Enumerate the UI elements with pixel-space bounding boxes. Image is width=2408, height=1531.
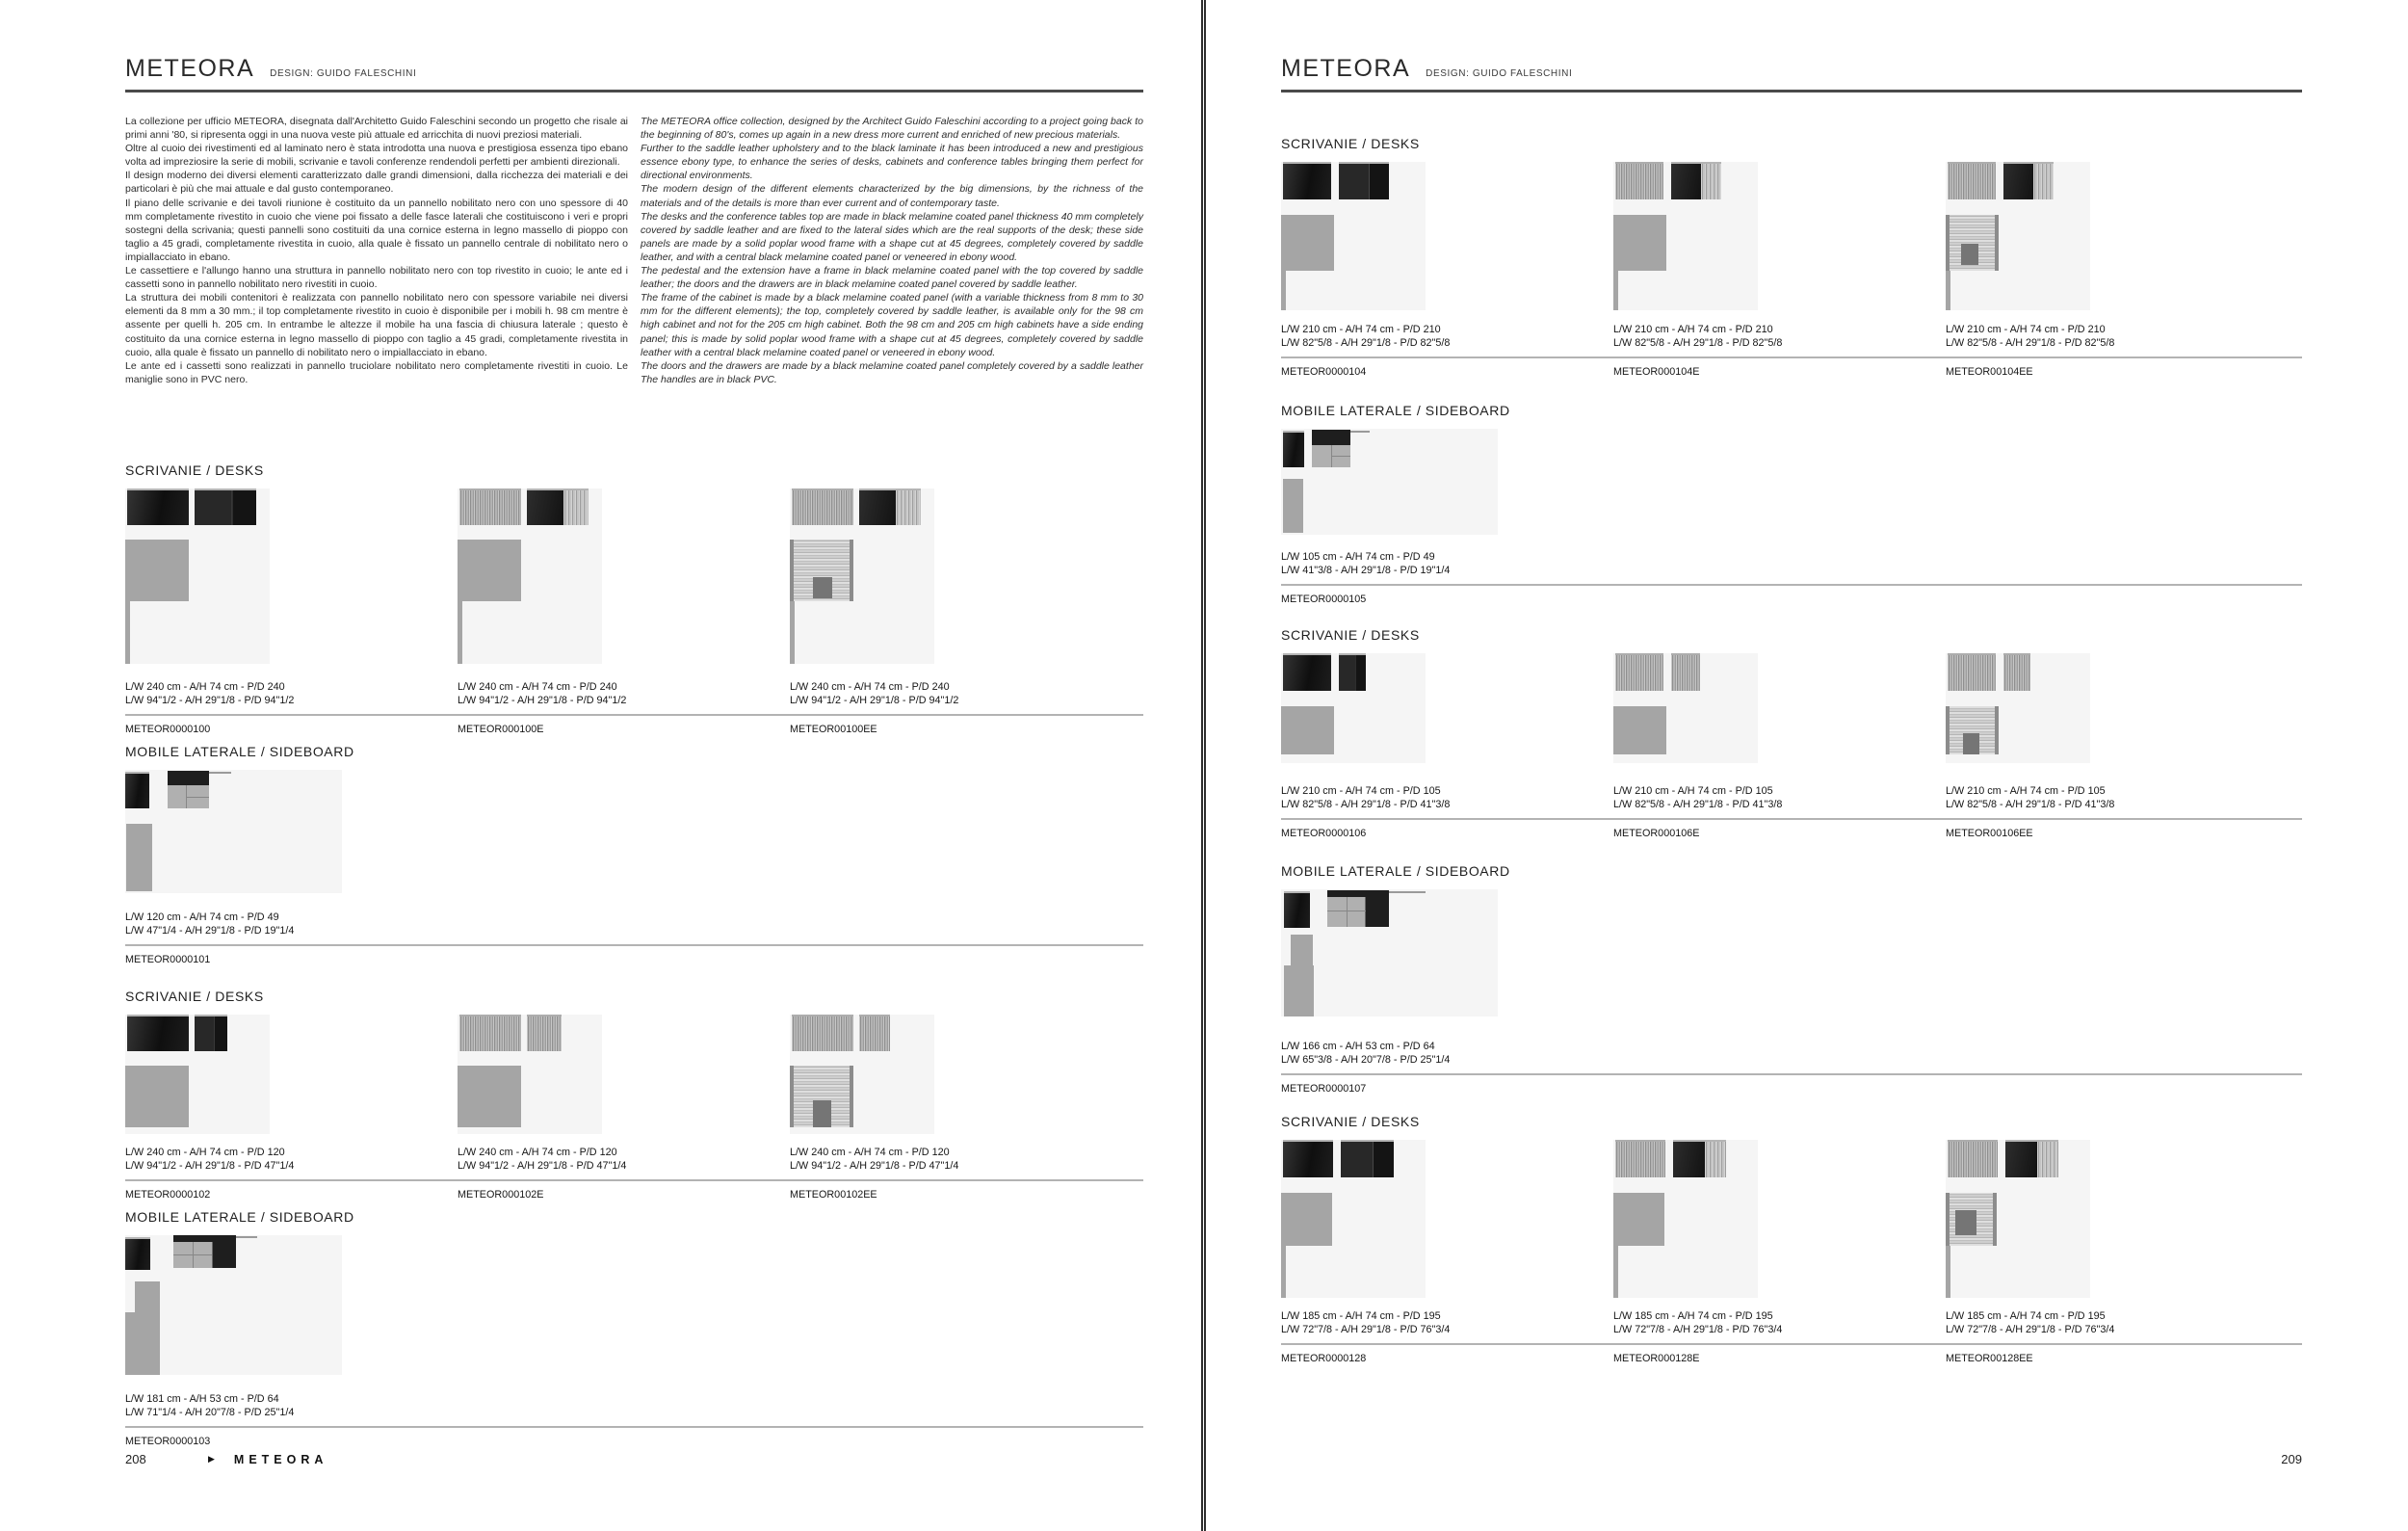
- desk-front-photo: [527, 488, 589, 525]
- desk-top-plan-view: [790, 540, 853, 601]
- product-images: [1281, 1140, 1426, 1298]
- dimensions-metric: L/W 181 cm - A/H 53 cm - P/D 64: [125, 1393, 279, 1405]
- sideboard-top-edge-line: [236, 1236, 257, 1238]
- intro-italian: [125, 115, 628, 386]
- dimensions-metric: L/W 185 cm - A/H 74 cm - P/D 195: [1613, 1310, 1773, 1322]
- desk-side-panel-photo: [459, 1015, 521, 1051]
- dimensions-imperial: L/W 82"5/8 - A/H 29"1/8 - P/D 41"3/8: [1281, 799, 1451, 810]
- desk-return-plan-view: [1613, 1246, 1618, 1298]
- plan-edge: [1946, 1193, 1950, 1246]
- desk-top-plan-view: [125, 540, 189, 601]
- desk-front-photo: [1339, 653, 1366, 691]
- sideboard-top-band: [1327, 890, 1389, 897]
- sideboard-front-photo: [173, 1235, 236, 1268]
- intro-english: [641, 115, 1143, 386]
- intro-text: [125, 115, 1143, 386]
- intro-paragraph: The METEORA office collection, designed by the Architect Guido Faleschini according to a project going back to the beginning of 80's, comes up again in a new dress more current and enriched of new precious materials.: [641, 116, 1143, 142]
- dimensions-imperial: L/W 82"5/8 - A/H 29"1/8 - P/D 82"5/8: [1946, 337, 2115, 349]
- section-heading: MOBILE LATERALE / SIDEBOARD: [1281, 863, 1510, 879]
- header-rule: [125, 90, 1143, 92]
- dimensions-metric: L/W 240 cm - A/H 74 cm - P/D 240: [125, 681, 285, 693]
- desk-return-plan-view: [790, 601, 795, 664]
- product-code: METEOR0000100: [125, 724, 211, 735]
- spec-divider-rule: [125, 714, 1143, 716]
- desk-return-plan-view: [1281, 1246, 1286, 1298]
- plan-edge: [790, 1066, 794, 1127]
- product-code: METEOR0000107: [1281, 1083, 1367, 1095]
- section-desks-240x240: [125, 462, 1143, 735]
- plan-pedestal: [1963, 733, 1979, 754]
- desk-front-photo: [2005, 1140, 2058, 1177]
- desk-front-photo: [195, 488, 256, 525]
- page-title: METEORA: [125, 55, 255, 82]
- product-code: METEOR00102EE: [790, 1189, 877, 1201]
- spec-divider-rule: [125, 1179, 1143, 1181]
- product-code: METEOR0000103: [125, 1436, 211, 1447]
- product-cell: [1946, 1140, 2278, 1336]
- sideboard-front-photo: [168, 771, 209, 808]
- product-cell: [1281, 1140, 1613, 1336]
- intro-paragraph: The frame of the cabinet is made by a black melamine coated panel (with a variable thickness from 8 mm to 30 mm for the different elements); the top, completely covered by saddle leather, is available only for the 98 cm high cabinet and not for the 205 cm high cabinet. Both the 98 cm and 205 cm high cabinets have a side ending panel; this is made by solid poplar wood frame with a shape cut at 45 degrees, completely covered by saddle leather with a central black melamine coated panel or veneered in ebony wood.: [641, 292, 1143, 358]
- plan-edge: [850, 540, 853, 601]
- plan-pedestal: [1961, 244, 1978, 265]
- sideboard-drawer-line: [186, 797, 209, 798]
- sideboard-plan-view: [126, 824, 152, 891]
- dimensions-metric: L/W 210 cm - A/H 74 cm - P/D 105: [1613, 785, 1773, 797]
- dimensions-imperial: L/W 82"5/8 - A/H 29"1/8 - P/D 41"3/8: [1613, 799, 1783, 810]
- product-cell: [1946, 162, 2278, 350]
- desk-top-plan-view: [1946, 706, 1999, 754]
- sideboard-top-band: [168, 771, 209, 785]
- intro-paragraph: The modern design of the different elements characterized by the big dimensions, by the richness of the materials and of the details is more than ever current and of contemporary taste.: [641, 183, 1143, 209]
- desk-side-panel-photo: [1283, 162, 1331, 199]
- desk-side-panel-photo: [1615, 653, 1663, 691]
- desk-front-photo: [859, 488, 921, 525]
- desk-side-panel-photo: [1615, 162, 1663, 199]
- sideboard-plan-view: [1291, 935, 1313, 965]
- desk-top-plan-view: [125, 1066, 189, 1127]
- sideboard-front-photo: [1327, 890, 1389, 927]
- product-code: METEOR00100EE: [790, 724, 877, 735]
- sideboard-top-band: [173, 1235, 236, 1242]
- desk-side-panel-photo: [1615, 1140, 1665, 1177]
- product-code: METEOR000104E: [1613, 366, 1700, 378]
- desk-top-plan-view: [1281, 706, 1334, 754]
- dimensions-imperial: L/W 71"1/4 - A/H 20"7/8 - P/D 25"1/4: [125, 1407, 295, 1418]
- dimensions-imperial: L/W 94"1/2 - A/H 29"1/8 - P/D 47"1/4: [458, 1160, 627, 1172]
- dimensions-metric: L/W 210 cm - A/H 74 cm - P/D 210: [1613, 324, 1773, 335]
- dimensions-imperial: L/W 41"3/8 - A/H 29"1/8 - P/D 19"1/4: [1281, 565, 1451, 576]
- section-desks-210x210: [1281, 136, 2302, 378]
- section-sideboard-105: [1281, 403, 2302, 605]
- desk-side-panel-photo: [1948, 653, 1996, 691]
- product-cell: [125, 488, 458, 707]
- product-code: METEOR00106EE: [1946, 828, 2033, 839]
- dimensions-metric: L/W 210 cm - A/H 74 cm - P/D 210: [1946, 324, 2106, 335]
- sideboard-end-panel-photo: [125, 1237, 150, 1270]
- intro-paragraph: Le cassettiere e l'allungo hanno una struttura in pannello nobilitato nero con top rivestito in cuoio; le ante ed i cassetti sono in pannello nobilitato nero rivestiti in cuoio.: [125, 265, 628, 291]
- product-cell: [1946, 653, 2278, 811]
- intro-paragraph: Il piano delle scrivanie e dei tavoli riunione è costituito da un pannello nobilitato nero con uno spessore di 40 mm completamente rivestito in cuoio che viene poi fissato a delle fasce laterali che costituiscono i veri e propri sostegni della scrivania; questi pannelli sono costituiti da una cornice esterna in legno massello di pioppo con taglio a 45 gradi, completamente rivestita in cuoio, alla quale è fissato un pannello centrale di nobilitato nero o impiallacciato in ebano.: [125, 197, 628, 263]
- dimensions-imperial: L/W 82"5/8 - A/H 29"1/8 - P/D 82"5/8: [1613, 337, 1783, 349]
- dimensions-metric: L/W 210 cm - A/H 74 cm - P/D 105: [1281, 785, 1441, 797]
- desk-return-plan-view: [125, 601, 130, 664]
- desk-front-photo: [1341, 1140, 1394, 1177]
- dimensions-imperial: L/W 65"3/8 - A/H 20"7/8 - P/D 25"1/4: [1281, 1054, 1451, 1066]
- footer-arrow-icon: ▶: [208, 1454, 215, 1464]
- product-images: [1613, 1140, 1758, 1298]
- product-images: [125, 488, 270, 664]
- designer-credit: DESIGN: GUIDO FALESCHINI: [1426, 68, 1573, 79]
- plan-edge: [1946, 215, 1950, 271]
- desk-top-plan-view: [1613, 1193, 1664, 1246]
- product-cell: [1613, 1140, 1946, 1336]
- page-header: [1281, 55, 2302, 92]
- dimensions-imperial: L/W 72"7/8 - A/H 29"1/8 - P/D 76"3/4: [1281, 1324, 1451, 1335]
- sideboard-plan-return: [1284, 965, 1314, 1016]
- spec-divider-rule: [125, 944, 1143, 946]
- dimensions-imperial: L/W 94"1/2 - A/H 29"1/8 - P/D 47"1/4: [790, 1160, 959, 1172]
- product-code: METEOR00104EE: [1946, 366, 2033, 378]
- dimensions-imperial: L/W 82"5/8 - A/H 29"1/8 - P/D 82"5/8: [1281, 337, 1451, 349]
- dimensions-metric: L/W 240 cm - A/H 74 cm - P/D 120: [790, 1147, 950, 1158]
- product-images: [790, 1015, 934, 1134]
- desk-top-plan-view: [790, 1066, 853, 1127]
- desk-front-photo: [2003, 162, 2054, 199]
- spec-divider-rule: [1281, 356, 2302, 358]
- desk-side-panel-photo: [1948, 162, 1996, 199]
- plan-edge: [850, 1066, 853, 1127]
- spec-divider-rule: [125, 1426, 1143, 1428]
- section-heading: SCRIVANIE / DESKS: [125, 989, 264, 1004]
- product-cell: [458, 1015, 790, 1173]
- intro-paragraph: The doors and the drawers are made by a black melamine coated panel completely covered by a saddle leather The handles are in black PVC.: [641, 359, 1143, 385]
- product-code: METEOR0000128: [1281, 1353, 1367, 1364]
- product-code: METEOR0000106: [1281, 828, 1367, 839]
- sideboard-top-edge-line: [1350, 431, 1370, 433]
- section-heading: SCRIVANIE / DESKS: [1281, 136, 1420, 151]
- section-sideboard-120: [125, 744, 1143, 965]
- desk-top-plan-view: [1613, 215, 1666, 271]
- spec-divider-rule: [1281, 584, 2302, 586]
- collection-label: METEORA: [233, 1452, 328, 1466]
- dimensions-metric: L/W 105 cm - A/H 74 cm - P/D 49: [1281, 551, 1435, 563]
- sideboard-plan-view: [135, 1281, 160, 1375]
- desk-side-panel-photo: [792, 488, 853, 525]
- product-cell: [790, 488, 1122, 707]
- section-heading: SCRIVANIE / DESKS: [1281, 1114, 1420, 1129]
- desk-side-panel-photo: [127, 488, 189, 525]
- section-heading: MOBILE LATERALE / SIDEBOARD: [1281, 403, 1510, 418]
- dimensions-metric: L/W 210 cm - A/H 74 cm - P/D 210: [1281, 324, 1441, 335]
- catalog-page-right: [1204, 0, 2408, 1531]
- dimensions-imperial: L/W 72"7/8 - A/H 29"1/8 - P/D 76"3/4: [1613, 1324, 1783, 1335]
- product-code: METEOR000102E: [458, 1189, 544, 1201]
- page-footer: [1281, 1452, 2302, 1466]
- dimensions-imperial: L/W 94"1/2 - A/H 29"1/8 - P/D 94"1/2: [790, 695, 959, 706]
- sideboard-drawer-line: [173, 1254, 212, 1255]
- desk-top-plan-view: [1946, 215, 1999, 271]
- designer-credit: DESIGN: GUIDO FALESCHINI: [270, 68, 417, 79]
- desk-front-photo: [2003, 653, 2030, 691]
- desk-front-photo: [859, 1015, 890, 1051]
- intro-paragraph: The pedestal and the extension have a frame in black melamine coated panel with the top covered by saddle leather; the doors and the drawers are in black melamine coated panel covered by saddle leather.: [641, 265, 1143, 291]
- product-images: [790, 488, 934, 664]
- desk-side-panel-photo: [1948, 1140, 1998, 1177]
- product-cell: [1281, 162, 1613, 350]
- spec-divider-rule: [1281, 818, 2302, 820]
- product-images: [1613, 653, 1758, 763]
- page-number: 209: [2281, 1452, 2302, 1466]
- dimensions-metric: L/W 240 cm - A/H 74 cm - P/D 240: [790, 681, 950, 693]
- sideboard-front-photo: [1312, 430, 1350, 467]
- desk-return-plan-view: [1946, 1246, 1950, 1298]
- dimensions-imperial: L/W 72"7/8 - A/H 29"1/8 - P/D 76"3/4: [1946, 1324, 2115, 1335]
- desk-side-panel-photo: [792, 1015, 853, 1051]
- dimensions-imperial: L/W 94"1/2 - A/H 29"1/8 - P/D 94"1/2: [458, 695, 627, 706]
- header-rule: [1281, 90, 2302, 92]
- page-header: [125, 55, 1143, 92]
- plan-edge: [1995, 215, 1999, 271]
- sideboard-end-panel-photo: [125, 772, 149, 808]
- product-cell: [790, 1015, 1122, 1173]
- product-cell: [1613, 653, 1946, 811]
- desk-top-plan-view: [1281, 215, 1334, 271]
- sideboard-end-panel-photo: [1283, 431, 1304, 467]
- product-code: METEOR000100E: [458, 724, 544, 735]
- dimensions-imperial: L/W 82"5/8 - A/H 29"1/8 - P/D 41"3/8: [1946, 799, 2115, 810]
- sideboard-end-panel-photo: [1284, 891, 1310, 928]
- desk-return-plan-view: [1946, 271, 1950, 310]
- product-code: METEOR000106E: [1613, 828, 1700, 839]
- section-desks-240x120: [125, 989, 1143, 1201]
- product-images: [1281, 162, 1426, 310]
- desk-front-photo: [195, 1015, 227, 1051]
- product-images: [1281, 653, 1426, 763]
- plan-edge: [1993, 1193, 1997, 1246]
- section-sideboard-181: [125, 1209, 1143, 1447]
- desk-return-plan-view: [458, 601, 462, 664]
- page-title: METEORA: [1281, 55, 1411, 82]
- product-images: [458, 1015, 602, 1134]
- plan-edge: [1995, 706, 1999, 754]
- product-code: METEOR00128EE: [1946, 1353, 2033, 1364]
- product-images: [125, 1015, 270, 1134]
- product-code: METEOR0000104: [1281, 366, 1367, 378]
- intro-paragraph: Il design moderno dei diversi elementi caratterizzato dalle grandi dimensioni, dalla ricchezza dei materiali e dei particolari è più che mai attuale e dal gusto contemporaneo.: [125, 170, 628, 196]
- product-code: METEOR0000102: [125, 1189, 211, 1201]
- sideboard-door-line: [1347, 897, 1348, 927]
- plan-pedestal: [813, 577, 832, 598]
- product-cell: [1613, 162, 1946, 350]
- desk-side-panel-photo: [1283, 1140, 1333, 1177]
- desk-front-photo: [1673, 1140, 1726, 1177]
- sideboard-plan-view: [1283, 479, 1303, 533]
- product-images: [1281, 429, 1498, 535]
- product-cell: [1281, 653, 1613, 811]
- desk-side-panel-photo: [127, 1015, 189, 1051]
- dimensions-metric: L/W 240 cm - A/H 74 cm - P/D 240: [458, 681, 617, 693]
- desk-front-photo: [1339, 162, 1389, 199]
- spec-divider-rule: [1281, 1073, 2302, 1075]
- product-code: METEOR000128E: [1613, 1353, 1700, 1364]
- section-heading: SCRIVANIE / DESKS: [1281, 627, 1420, 643]
- sideboard-plan-return: [125, 1312, 135, 1375]
- desk-front-photo: [1671, 162, 1721, 199]
- section-heading: SCRIVANIE / DESKS: [125, 462, 264, 478]
- dimensions-metric: L/W 240 cm - A/H 74 cm - P/D 120: [125, 1147, 285, 1158]
- dimensions-metric: L/W 120 cm - A/H 74 cm - P/D 49: [125, 911, 279, 923]
- plan-pedestal: [813, 1100, 831, 1127]
- section-heading: MOBILE LATERALE / SIDEBOARD: [125, 1209, 354, 1225]
- section-heading: MOBILE LATERALE / SIDEBOARD: [125, 744, 354, 759]
- desk-front-photo: [527, 1015, 562, 1051]
- desk-top-plan-view: [458, 540, 521, 601]
- desk-side-panel-photo: [1283, 653, 1331, 691]
- product-images: [1946, 653, 2090, 763]
- sideboard-top-edge-line: [1389, 891, 1426, 893]
- intro-paragraph: Le ante ed i cassetti sono realizzati in pannello truciolare nobilitato nero completamente rivestiti in cuoio. Le maniglie sono in PVC nero.: [125, 359, 628, 385]
- product-images: [125, 770, 342, 893]
- desk-top-plan-view: [1946, 1193, 1997, 1246]
- desk-return-plan-view: [1281, 271, 1286, 310]
- desk-return-plan-view: [1613, 271, 1618, 310]
- page-number: 208: [125, 1452, 146, 1466]
- desk-top-plan-view: [458, 1066, 521, 1127]
- plan-edge: [1946, 706, 1950, 754]
- section-sideboard-166: [1281, 863, 2302, 1095]
- dimensions-metric: L/W 210 cm - A/H 74 cm - P/D 105: [1946, 785, 2106, 797]
- product-images: [458, 488, 602, 664]
- product-code: METEOR0000101: [125, 954, 211, 965]
- desk-top-plan-view: [1281, 1193, 1332, 1246]
- plan-pedestal: [1955, 1210, 1976, 1235]
- dimensions-metric: L/W 185 cm - A/H 74 cm - P/D 195: [1946, 1310, 2106, 1322]
- desk-top-plan-view: [1613, 706, 1666, 754]
- intro-paragraph: The desks and the conference tables top are made in black melamine coated panel thickness 40 mm completely covered by saddle leather and are fixed to the lateral sides which are the real supports of the desk; these side panels are made by a solid poplar wood frame with a shape cut at 45 degrees, completely covered by saddle leather, and with a central black melamine coated panel or veneered in ebony wood.: [641, 210, 1143, 263]
- intro-paragraph: La struttura dei mobili contenitori è realizzata con pannello nobilitato nero con spessore variabile nei diversi elementi da 8 mm a 30 mm.; il top completamente rivestito in cuoio è disponibile per i mobili h. 98 cm mentre è assente per quelli h. 205 cm. In entrambe le altezze il mobile ha una fascia di chiusura laterale ; questo è costituito da una cornice esterna in legno massello di pioppo con taglio a 45 gradi, completamente rivestita in cuoio, alla quale è fissato un pannello di nobilitato nero o impiallacciato in ebano.: [125, 292, 628, 358]
- dimensions-metric: L/W 166 cm - A/H 53 cm - P/D 64: [1281, 1041, 1435, 1052]
- product-images: [125, 1235, 342, 1375]
- product-images: [1281, 889, 1498, 1016]
- dimensions-imperial: L/W 47"1/4 - A/H 29"1/8 - P/D 19"1/4: [125, 925, 295, 937]
- product-images: [1946, 162, 2090, 310]
- product-code: METEOR0000105: [1281, 594, 1367, 605]
- intro-paragraph: Further to the saddle leather upholstery and to the black laminate it has been introduced a new and prestigious essence ebony type, to enhance the series of desks, cabinets and conference tables bringing them perfect for directional environments.: [641, 143, 1143, 182]
- page-footer: [125, 1452, 327, 1466]
- section-desks-185x195: [1281, 1114, 2302, 1364]
- product-images: [1946, 1140, 2090, 1298]
- intro-paragraph: La collezione per ufficio METEORA, disegnata dall'Architetto Guido Faleschini secondo un progetto che risale ai primi anni '80, si ripresenta oggi in una nuova veste più attuale ed arricchita di nuovi preziosi materiali.: [125, 116, 628, 142]
- product-cell: [458, 488, 790, 707]
- plan-edge: [790, 540, 794, 601]
- sideboard-top-band: [1312, 430, 1350, 445]
- product-images: [1613, 162, 1758, 310]
- sideboard-drawer-line: [1331, 456, 1350, 457]
- dimensions-metric: L/W 185 cm - A/H 74 cm - P/D 195: [1281, 1310, 1441, 1322]
- product-cell: [125, 1015, 458, 1173]
- intro-paragraph: Oltre al cuoio dei rivestimenti ed al laminato nero è stata introdotta una nuova e prestigiosa essenza tipo ebano volta ad impreziosire la serie di mobili, scrivanie e tavoli conferenze rendendoli perfetti per ambienti direzionali.: [125, 143, 628, 169]
- dimensions-imperial: L/W 94"1/2 - A/H 29"1/8 - P/D 47"1/4: [125, 1160, 295, 1172]
- sideboard-top-edge-line: [209, 772, 231, 774]
- dimensions-imperial: L/W 94"1/2 - A/H 29"1/8 - P/D 94"1/2: [125, 695, 295, 706]
- dimensions-metric: L/W 240 cm - A/H 74 cm - P/D 120: [458, 1147, 617, 1158]
- section-desks-210x105: [1281, 627, 2302, 839]
- desk-front-photo: [1671, 653, 1700, 691]
- desk-side-panel-photo: [459, 488, 521, 525]
- spec-divider-rule: [1281, 1343, 2302, 1345]
